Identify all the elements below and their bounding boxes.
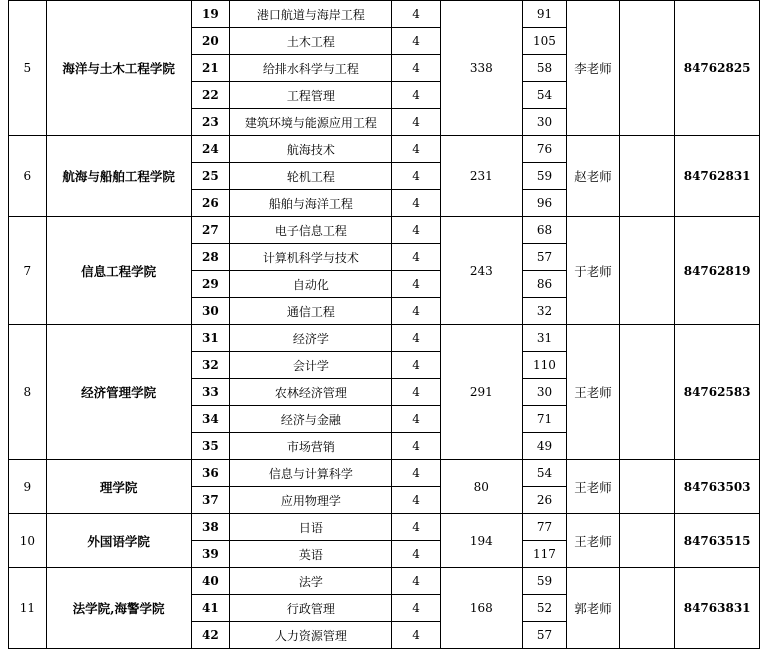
contact-teacher-cell: 李老师 [566,1,619,136]
major-name-cell: 应用物理学 [230,487,392,514]
study-years-cell: 4 [392,28,440,55]
major-count-cell: 76 [522,136,566,163]
major-id-cell: 29 [191,271,230,298]
college-total-cell: 80 [440,460,522,514]
major-count-cell: 57 [522,244,566,271]
major-id-cell: 32 [191,352,230,379]
study-years-cell: 4 [392,379,440,406]
contact-phone-cell: 84762583 [675,325,760,460]
major-id-cell: 28 [191,244,230,271]
study-years-cell: 4 [392,163,440,190]
study-years-cell: 4 [392,271,440,298]
major-name-cell: 工程管理 [230,82,392,109]
major-name-cell: 港口航道与海岸工程 [230,1,392,28]
contact-phone-cell: 84762825 [675,1,760,136]
major-name-cell: 土木工程 [230,28,392,55]
major-name-cell: 航海技术 [230,136,392,163]
major-count-cell: 57 [522,622,566,649]
major-count-cell: 58 [522,55,566,82]
major-id-cell: 35 [191,433,230,460]
study-years-cell: 4 [392,406,440,433]
college-total-cell: 231 [440,136,522,217]
major-name-cell: 船舶与海洋工程 [230,190,392,217]
college-total-cell: 243 [440,217,522,325]
major-name-cell: 自动化 [230,271,392,298]
major-id-cell: 39 [191,541,230,568]
major-count-cell: 105 [522,28,566,55]
major-id-cell: 36 [191,460,230,487]
spacer-cell [620,325,675,460]
major-id-cell: 23 [191,109,230,136]
study-years-cell: 4 [392,487,440,514]
college-name-cell: 信息工程学院 [46,217,191,325]
major-count-cell: 96 [522,190,566,217]
college-name-cell: 航海与船舶工程学院 [46,136,191,217]
study-years-cell: 4 [392,352,440,379]
contact-teacher-cell: 王老师 [566,514,619,568]
college-total-cell: 194 [440,514,522,568]
college-name-cell: 法学院,海警学院 [46,568,191,649]
major-count-cell: 54 [522,460,566,487]
contact-teacher-cell: 赵老师 [566,136,619,217]
major-id-cell: 27 [191,217,230,244]
contact-teacher-cell: 于老师 [566,217,619,325]
study-years-cell: 4 [392,433,440,460]
major-name-cell: 日语 [230,514,392,541]
major-name-cell: 计算机科学与技术 [230,244,392,271]
major-count-cell: 52 [522,595,566,622]
major-count-cell: 71 [522,406,566,433]
major-id-cell: 19 [191,1,230,28]
college-number-cell: 8 [9,325,47,460]
contact-phone-cell: 84763831 [675,568,760,649]
major-id-cell: 37 [191,487,230,514]
major-id-cell: 42 [191,622,230,649]
major-name-cell: 经济学 [230,325,392,352]
major-count-cell: 54 [522,82,566,109]
major-name-cell: 给排水科学与工程 [230,55,392,82]
college-name-cell: 外国语学院 [46,514,191,568]
major-count-cell: 30 [522,379,566,406]
major-name-cell: 经济与金融 [230,406,392,433]
college-total-cell: 168 [440,568,522,649]
table-row [9,217,760,244]
study-years-cell: 4 [392,55,440,82]
college-total-cell: 338 [440,1,522,136]
major-id-cell: 22 [191,82,230,109]
table-row [9,325,760,352]
study-years-cell: 4 [392,568,440,595]
contact-teacher-cell: 王老师 [566,325,619,460]
enrollment-table [8,0,760,649]
spacer-cell [620,1,675,136]
major-id-cell: 31 [191,325,230,352]
major-count-cell: 86 [522,271,566,298]
contact-phone-cell: 84762831 [675,136,760,217]
college-number-cell: 5 [9,1,47,136]
spacer-cell [620,568,675,649]
major-name-cell: 轮机工程 [230,163,392,190]
table-row [9,460,760,487]
college-number-cell: 6 [9,136,47,217]
major-id-cell: 40 [191,568,230,595]
major-name-cell: 通信工程 [230,298,392,325]
major-name-cell: 建筑环境与能源应用工程 [230,109,392,136]
study-years-cell: 4 [392,136,440,163]
college-number-cell: 11 [9,568,47,649]
study-years-cell: 4 [392,109,440,136]
study-years-cell: 4 [392,541,440,568]
major-count-cell: 117 [522,541,566,568]
study-years-cell: 4 [392,244,440,271]
college-number-cell: 7 [9,217,47,325]
study-years-cell: 4 [392,298,440,325]
major-id-cell: 33 [191,379,230,406]
major-name-cell: 法学 [230,568,392,595]
major-name-cell: 人力资源管理 [230,622,392,649]
contact-phone-cell: 84762819 [675,217,760,325]
college-number-cell: 10 [9,514,47,568]
major-name-cell: 行政管理 [230,595,392,622]
spacer-cell [620,136,675,217]
college-total-cell: 291 [440,325,522,460]
study-years-cell: 4 [392,622,440,649]
major-id-cell: 38 [191,514,230,541]
major-id-cell: 24 [191,136,230,163]
major-id-cell: 20 [191,28,230,55]
study-years-cell: 4 [392,82,440,109]
major-count-cell: 91 [522,1,566,28]
contact-teacher-cell: 王老师 [566,460,619,514]
major-count-cell: 31 [522,325,566,352]
study-years-cell: 4 [392,595,440,622]
major-id-cell: 21 [191,55,230,82]
major-id-cell: 30 [191,298,230,325]
table-body [9,1,760,649]
major-name-cell: 农林经济管理 [230,379,392,406]
table-row [9,1,760,28]
major-count-cell: 110 [522,352,566,379]
study-years-cell: 4 [392,460,440,487]
major-name-cell: 市场营销 [230,433,392,460]
contact-phone-cell: 84763515 [675,514,760,568]
spacer-cell [620,514,675,568]
major-count-cell: 30 [522,109,566,136]
major-name-cell: 电子信息工程 [230,217,392,244]
major-name-cell: 英语 [230,541,392,568]
spacer-cell [620,460,675,514]
study-years-cell: 4 [392,514,440,541]
major-name-cell: 信息与计算科学 [230,460,392,487]
study-years-cell: 4 [392,217,440,244]
major-count-cell: 59 [522,163,566,190]
college-number-cell: 9 [9,460,47,514]
contact-teacher-cell: 郭老师 [566,568,619,649]
major-count-cell: 59 [522,568,566,595]
major-name-cell: 会计学 [230,352,392,379]
major-id-cell: 34 [191,406,230,433]
table-row [9,568,760,595]
enrollment-table-container [8,0,760,649]
major-count-cell: 49 [522,433,566,460]
study-years-cell: 4 [392,325,440,352]
major-count-cell: 77 [522,514,566,541]
table-row [9,136,760,163]
study-years-cell: 4 [392,1,440,28]
college-name-cell: 理学院 [46,460,191,514]
spacer-cell [620,217,675,325]
major-count-cell: 68 [522,217,566,244]
study-years-cell: 4 [392,190,440,217]
college-name-cell: 海洋与土木工程学院 [46,1,191,136]
college-name-cell: 经济管理学院 [46,325,191,460]
major-count-cell: 26 [522,487,566,514]
table-row [9,514,760,541]
major-id-cell: 25 [191,163,230,190]
major-id-cell: 26 [191,190,230,217]
contact-phone-cell: 84763503 [675,460,760,514]
major-id-cell: 41 [191,595,230,622]
major-count-cell: 32 [522,298,566,325]
